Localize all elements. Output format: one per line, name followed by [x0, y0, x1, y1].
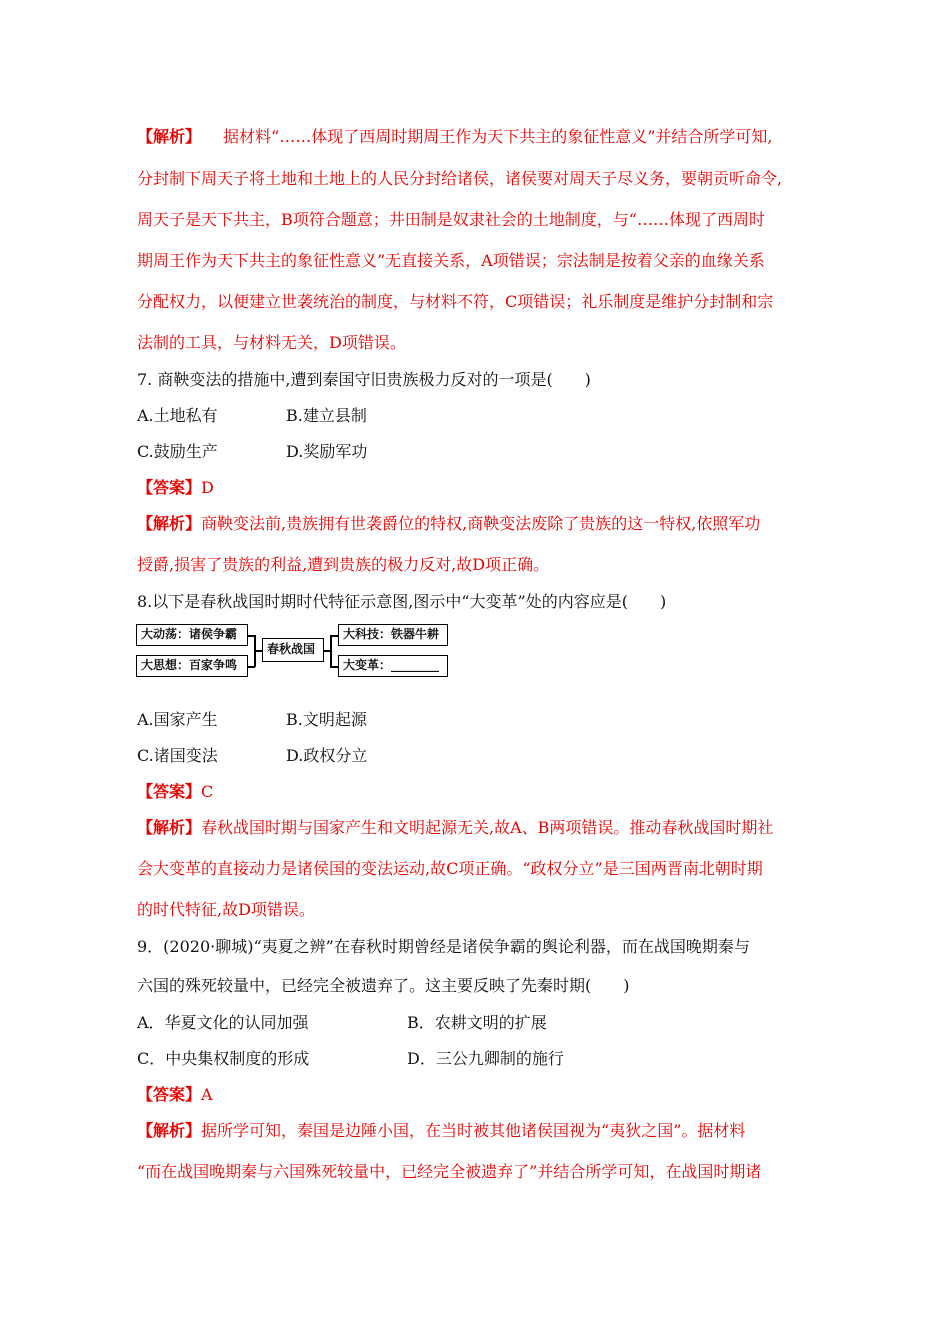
q6-analysis-line-2: 分封制下周天子将土地和土地上的人民分封给诸侯，诸侯要对周天子尽义务，要朝贡听命令, — [137, 169, 783, 188]
q7-answer: 【答案】D — [137, 478, 214, 497]
q8-option-c: C.诸国变法 — [137, 746, 218, 765]
q9-option-a: A．华夏文化的认同加强 — [137, 1013, 309, 1032]
diagram-box-right-top: 大科技：铁器牛耕 — [338, 624, 448, 646]
q9-analysis-line-1: 【解析】据所学可知，秦国是边陲小国，在当时被其他诸侯国视为“夷狄之国”。据材料 — [137, 1121, 746, 1140]
q6-analysis-line-3: 周天子是天下共主，B项符合题意；井田制是奴隶社会的土地制度，与“……体现了西周时 — [137, 210, 765, 229]
q9-option-d: D．三公九卿制的施行 — [407, 1049, 564, 1068]
q8-analysis-line-1: 【解析】春秋战国时期与国家产生和文明起源无关,故A、B两项错误。推动春秋战国时期社 — [137, 818, 774, 837]
q9-option-c: C．中央集权制度的形成 — [137, 1049, 310, 1068]
analysis-tag: 【解析】 — [137, 127, 202, 146]
q9-question-line-2: 六国的殊死较量中，已经完全被遗弃了。这主要反映了先秦时期( ) — [137, 976, 630, 995]
diagram-line — [254, 650, 262, 652]
diagram-line — [330, 635, 332, 667]
diagram-line — [330, 666, 338, 668]
q7-analysis-line-1: 【解析】商鞅变法前,贵族拥有世袭爵位的特权,商鞅变法废除了贵族的这一特权,依照军功 — [137, 514, 761, 533]
q6-analysis-line-5: 分配权力，以便建立世袭统治的制度，与材料不符，C项错误；礼乐制度是维护分封制和宗 — [137, 292, 774, 311]
diagram-box-right-bottom: 大变革：________ — [338, 655, 448, 677]
q7-analysis-line-2: 授爵,损害了贵族的利益,遭到贵族的极力反对,故D项正确。 — [137, 555, 550, 574]
q8-option-b: B.文明起源 — [286, 710, 367, 729]
diagram-box-left-top: 大动荡：诸侯争霸 — [136, 624, 248, 646]
q6-analysis-line-6: 法制的工具，与材料无关，D项错误。 — [137, 333, 406, 352]
diagram-box-left-bottom: 大思想：百家争鸣 — [136, 655, 248, 677]
q6-analysis-line-1: 【解析】 据材料“……体现了西周时期周王作为天下共主的象征性意义”并结合所学可知, — [137, 127, 773, 146]
diagram-box-center: 春秋战国 — [262, 638, 324, 662]
q7-option-c: C.鼓励生产 — [137, 442, 218, 461]
diagram-line — [330, 635, 338, 637]
q8-question: 8.以下是春秋战国时期时代特征示意图,图示中“大变革”处的内容应是( ) — [137, 592, 667, 611]
q7-question: 7. 商鞅变法的措施中,遭到秦国守旧贵族极力反对的一项是( ) — [137, 370, 591, 389]
q9-option-b: B．农耕文明的扩展 — [407, 1013, 547, 1032]
q8-option-d: D.政权分立 — [286, 746, 368, 765]
q8-analysis-line-2: 会大变革的直接动力是诸侯国的变法运动,故C项正确。“政权分立”是三国两晋南北朝时期 — [137, 859, 763, 878]
q9-analysis-line-2: “而在战国晚期秦与六国殊死较量中，已经完全被遗弃了”并结合所学可知，在战国时期诸 — [137, 1162, 762, 1181]
q8-analysis-line-3: 的时代特征,故D项错误。 — [137, 900, 315, 919]
q7-option-d: D.奖励军功 — [286, 442, 368, 461]
q7-option-b: B.建立县制 — [286, 406, 367, 425]
q6-analysis-line-4: 期周王作为天下共主的象征性意义”无直接关系，A项错误；宗法制是按着父亲的血缘关系 — [137, 251, 765, 270]
q7-option-a: A.土地私有 — [137, 406, 218, 425]
q8-answer: 【答案】C — [137, 782, 214, 801]
q9-question-line-1: 9．(2020·聊城)“夷夏之辨”在春秋时期曾经是诸侯争霸的舆论利器，而在战国晚期秦与 — [137, 937, 750, 956]
q8-option-a: A.国家产生 — [137, 710, 218, 729]
q9-answer: 【答案】A — [137, 1085, 213, 1104]
